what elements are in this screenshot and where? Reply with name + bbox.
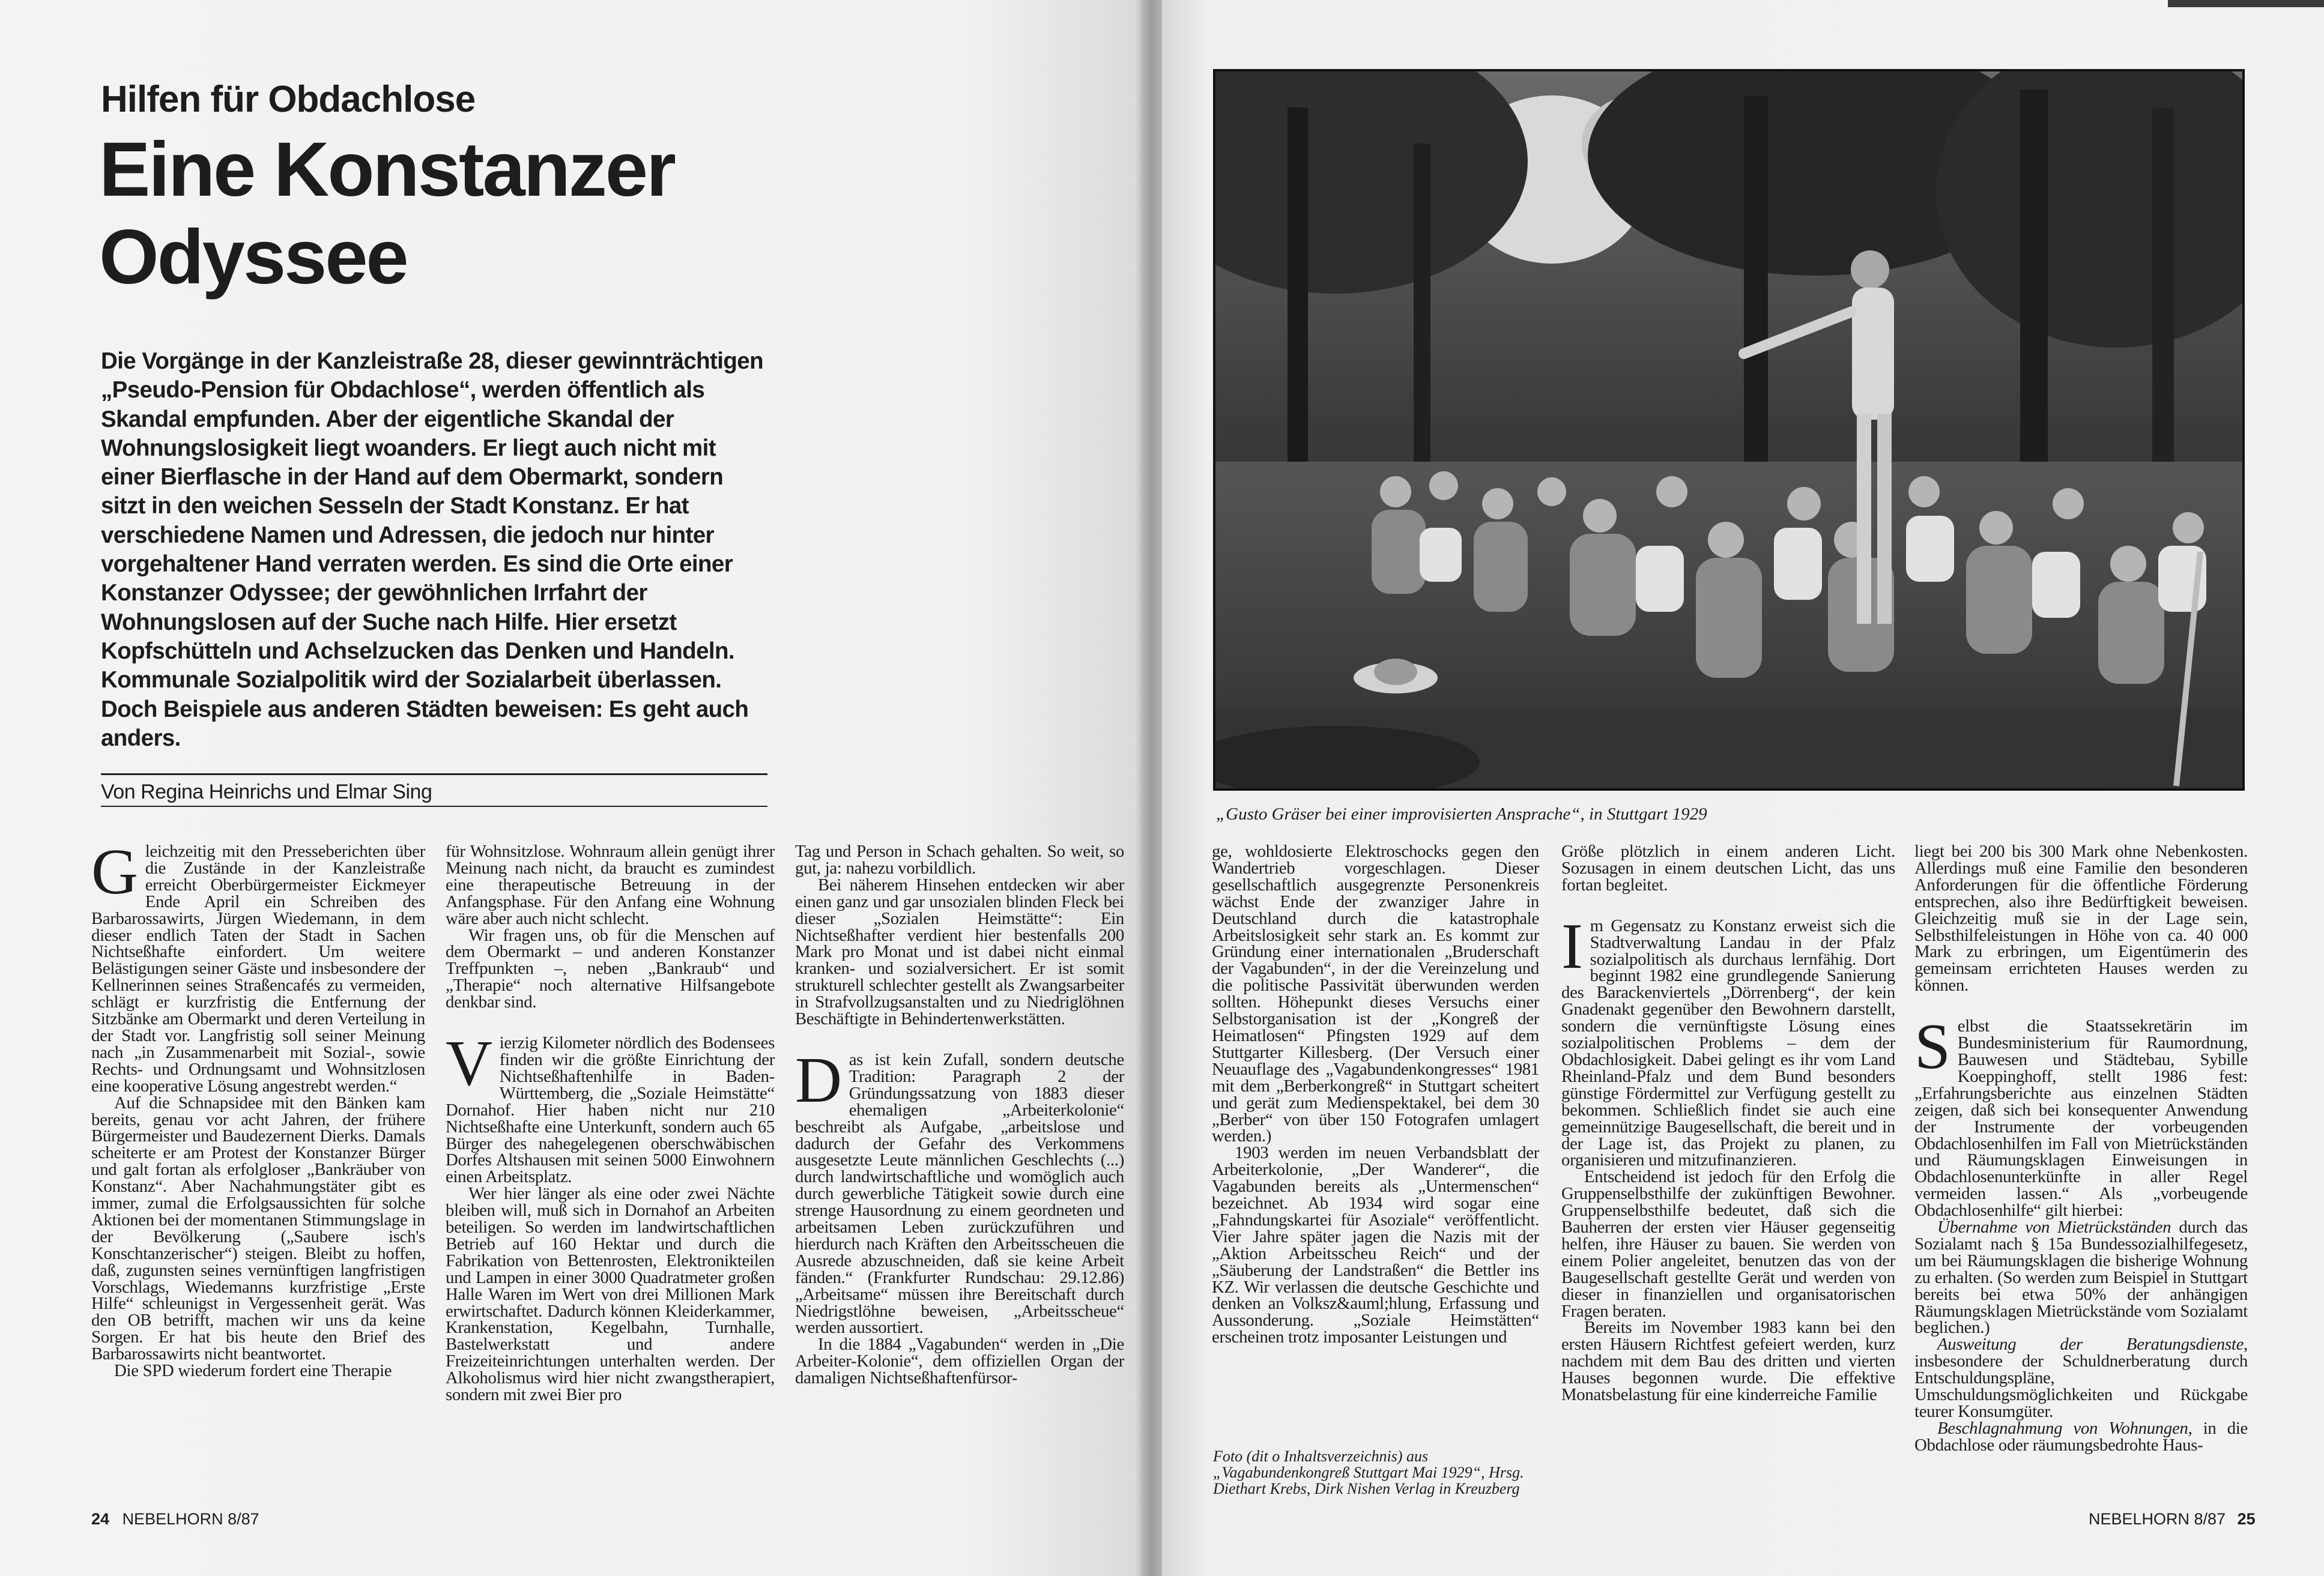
magazine-issue: NEBELHORN 8/87 [122,1510,259,1528]
paragraph: ge, wohldosierte Elektroschocks gegen den Wandertrieb vorgeschlagen. Dieser gesellschaftlich ausgegrenzte Personenkreis wächst Ende der zwanziger Jahre in Deutschland durch die katastrophale Arbeitslosigkeit sehr stark an. Es kommt zur Gründung einer internationalen „Bruderschaft der Vagabunden“, in der die Vereinzelung und die politische Passivität überwunden werden sollten. Höhepunkt dieses Versuchs einer Selbstorganisation ist der „Kongreß der Heimatlosen“ Pfingsten 1929 auf dem Stuttgarter Killesberg. (Der Versuch einer Neuauflage des „Vagabundenkongresses“ 1981 mit dem „Berberkongreß“ in Stuttgart scheitert und gerät zum Medienspektakel, bei dem 30 „Berber“ von über 150 Fotografen umlagert werden.) [1212,842,1539,1146]
paragraph: Übernahme von Mietrückständen durch das Sozialamt nach § 15a Bundessozialhilfegesetz, um bei Räumungsklagen die bisherige Wohnung zu erhalten. (So werden zum Beispiel in Stuttgart bereits bei etwa 50% der anhängigen Räumungsklagen Mietrückstände vom Sozialamt beglichen.) [1914,1218,2248,1338]
photo-caption: „Gusto Gräser bei einer improvisierten Ansprache“, in Stuttgart 1929 [1216,805,1707,824]
lead-paragraph: Die Vorgänge in der Kanzleistraße 28, dieser gewinnträchtigen „Pseudo-Pension für Obdachlose“, werden öffentlich als Skandal empfunden. Aber der eigentliche Skandal der Wohnungslosigkeit liegt woanders. Er liegt auch nicht mit einer Bierflasche in der Hand auf dem Obermarkt, sondern sitzt in den weichen Sesseln der Stadt Konstanz. Er hat verschiedene Namen und Adressen, die jedoch nur hinter vorgehaltener Hand verraten werden. Es sind die Orte einer Konstanzer Odyssee; der gewöhnlichen Irrfahrt der Wohnungslosen auf der Suche nach Hilfe. Hier ersetzt Kopfschütteln und Achselzucken das Denken und Handeln. Kommunale Sozialpolitik wird der Sozialarbeit überlassen. Doch Beispiele aus anderen Städten beweisen: Es geht auch anders. [101,348,764,751]
paragraph: Auf die Schnapsidee mit den Bänken kam bereits, genau vor acht Jahren, der frühere Bürgermeister und Baudezernent Dierks. Damals scheiterte er am Protest der Konstanzer Bürger und galt fortan als erfolgloser „Bankräuber von Konstanz“. Aber Nachahmungstäter gibt es immer, zumal die Erfolgsaussichten für solche Aktionen bei der momentanen Stimmungslage in der Bevölkerung („Saubere isch's Konschtanzerischer“) steigen. Bleibt zu hoffen, daß, zugunsten seines vernünftigen langfristigen Vorschlags, Wiedemanns kurzfristige „Erste Hilfe“ schleunigst in Vergessenheit gerät. Was den OB betrifft, machen wir uns da keine Sorgen. Er hat bis heute den Brief des Barbarossawirts nicht beantwortet. [91,1093,425,1364]
paragraph: für Wohnsitzlose. Wohnraum allein genügt ihrer Meinung nach nicht, da braucht es zumindest eine therapeutische Betreuung in der Anfangsphase. Für den Anfang eine Wohnung wäre aber auch nicht schlecht. [446,842,775,928]
right-column-3 [1914,844,2248,1454]
left-page [0,0,1141,1576]
paragraph: Wer hier länger als eine oder zwei Nächte bleiben will, muß sich in Dornahof an Arbeiten beteiligen. So werden im landwirtschaftlichen Betrieb auf 160 Hektar und durch die Fabrikation von Bettenrosten, Elektronikteilen und Lampen in einer 3000 Quadratmeter großen Halle Waren im Wert von drei Millionen Mark erwirtschaftet. Dadurch können Kleiderkammer, Krankenstation, Kegelbahn, Turnhalle, Bastelwerkstatt und andere Freizeiteinrichtungen unterhalten werden. Der Alkoholismus wird hier nicht zwangstherapiert, sondern mit zwei Bier pro [446,1184,775,1405]
left-column-1 [91,836,425,1381]
paragraph: Die SPD wiederum fordert eine Therapie [114,1361,392,1381]
byline: Von Regina Heinrichs und Elmar Sing [101,780,432,803]
paragraph: Selbst die Staatssekretärin im Bundesministerium für Raumordnung, Bauwesen und Städtebau, Sybille Koeppinghoff, stellt 1986 fest: „Erfahrungsberichte aus einzelnen Städten zeigen, daß sich bei konsequenter Anwendung der Instrumente der vorbeugenden Obdachlosenhilfen im Fall von Mietrückständen und Räumungsklagen Einweisungen in Obdachlosenunterkünfte in aller Regel vermeiden lassen.“ Als „vorbeugende Obdachlosenhilfe“ gilt hierbei: [1914,1011,2248,1221]
drop-cap: S [1914,1011,1950,1083]
paragraph: Im Gegensatz zu Konstanz erweist sich die Stadtverwaltung Landau in der Pfalz sozialpolitisch als durchaus lernfähig. Dort beginnt 1982 eine grundlegende Sanierung des Barackenviertels „Dörrenberg“, der kein Gnadenakt gegenüber den Bewohnern darstellt, sondern die vernünftigste Lösung eines sozialpolitischen Problems – dem der Obdachlosigkeit. Dabei gelingt es ihr vom Land Rheinland-Pfalz und dem Bund besonders günstige Fördermittel zur Verfügung gestellt zu bekommen. Schließlich findet sie auch eine gemeinnützige Baugesellschaft, die bereit und in der Lage ist, das Projekt zu planen, zu organisieren und mitzufinanzieren. [1561,910,1895,1170]
page-number-left [91,1510,259,1529]
page-number: 25 [2237,1510,2256,1528]
byline-rule-bottom [101,806,767,807]
drop-cap: V [446,1028,492,1100]
paragraph: Bei näherem Hinsehen entdecken wir aber einen ganz und gar unsozialen blinden Fleck bei dieser „Sozialen Heimstätte“: Ein Nichtseßhafter verdient hier bestenfalls 200 Mark pro Monat und ist dabei nicht einmal kranken- und sozialversichert. Er ist somit strukturell schlechter gestellt als Zwangsarbeiter in Strafvollzugsanstalten und zu Niedriglöhnen Beschäftigte in Behindertenwerkstätten. [795,875,1124,1029]
page-edge [2168,0,2324,7]
paragraph: liegt bei 200 bis 300 Mark ohne Nebenkosten. Allerdings muß eine Familie den besonderen Anforderungen für die öffentliche Förderung entsprechen, also ihre Bedürftigkeit beweisen. Gleichzeitig muß sie in der Lage sein, Selbsthilfeleistungen in Höhe von ca. 40 000 Mark zu erbringen, um Eigentümerin des gemeinsam errichteten Hauses werden zu können. [1914,842,2248,995]
paragraph: Ausweitung der Beratungsdienste, insbesondere der Schuldnerberatung durch Entschuldungspläne, Umschuldungsmöglichkeiten und Rückgabe teurer Konsumgüter. [1914,1335,2248,1421]
byline-rule-top [101,773,767,775]
paragraph: Gleichzeitig mit den Presseberichten über die Zustände in der Kanzleistraße erreicht Oberbürgermeister Eickmeyer Ende April ein Schreiben des Barbarossawirts, Jürgen Wiedemann, in dem dieser endlich Taten der Stadt in Sachen Nichtseßhafte einfordert. Um weitere Belästigungen seiner Gäste und insbesondere der Kellnerinnen seines Straßencafés zu vermeiden, schlägt er kurzfristig die Entfernung der Sitzbänke am Obermarkt und deren Verteilung in der Stadt vor. Langfristig soll seiner Meinung nach „in Zusammenarbeit mit Sozial-, sowie Rechts- und Ordnungsamt und Wohnsitzlosen eine kooperative Lösung angestrebt werden.“ [91,836,425,1096]
paragraph: Vierzig Kilometer nördlich des Bodensees finden wir die größte Einrichtung der Nichtseßhaftenhilfe in Baden-Württemberg, die „Soziale Heimstätte“ Dornahof. Hier haben nicht nur 210 Nichtseßhafte eine Unterkunft, sondern auch 65 Bürger des nahegelegenen oberschwäbischen Dorfes Altshausen mit seinen 5000 Einwohnern einen Arbeitsplatz. [446,1028,775,1187]
page-number: 24 [91,1510,110,1528]
paragraph: Tag und Person in Schach gehalten. So weit, so gut, ja: nahezu vorbildlich. [795,842,1124,878]
paragraph: Beschlagnahmung von Wohnungen, in die Obdachlose oder räumungsbedrohte Haus- [1914,1418,2248,1455]
paragraph: Wir fragen uns, ob für die Menschen auf dem Obermarkt – und anderen Konstanzer Treffpunkten –, neben „Bankraub“ und „Therapie“ noch alternative Hilfsangebote denkbar sind. [446,925,775,1012]
left-column-2 [446,844,775,1404]
drop-cap: G [91,836,138,908]
right-column-2 [1561,844,1895,1404]
headline: Eine Konstanzer Odyssee [99,127,674,300]
photo-credit: Foto (dit o Inhaltsverzeichnis) aus „Vagabundenkongreß Stuttgart Mai 1929“, Hrsg. Diethart Krebs, Dirk Nishen Verlag in Kreuzberg [1213,1448,1524,1497]
paragraph: 1903 werden im neuen Verbandsblatt der Arbeiterkolonie, „Der Wanderer“, die Vagabunden bereits als „Untermenschen“ bezeichnet. Ab 1934 wird sogar eine „Fahndungskartei für Asoziale“ veröffentlicht. Vier Jahre später jagen die Nazis mit der „Aktion Arbeitsscheu Reich“ und der „Säuberung der Landstraßen“ die Bettler ins KZ. Wir verlassen die deutsche Geschichte und denken an Volksz&auml;hlung, Erfassung und Aussonderung. „Soziale Heimstätten“ erscheinen trotz imposanter Leistungen und [1212,1143,1539,1347]
drop-cap: I [1561,910,1583,982]
historical-photo [1213,69,2245,791]
right-column-1 [1212,844,1539,1346]
page-number-right [2089,1510,2256,1529]
photo-gathering-in-forest [1215,71,2242,788]
paragraph: Bereits im November 1983 kann bei den ersten Häusern Richtfest gefeiert werden, kurz nachdem mit dem Bau des dritten und vierten Hauses begonnen wurde. Die effektive Monatsbelastung für eine kinderreiche Familie [1561,1318,1895,1405]
paragraph: Entscheidend ist jedoch für den Erfolg die Gruppenselbsthilfe der zukünftigen Bewohner. Gruppenselbsthilfe bedeutet, daß sich die Bauherren der ersten vier Häuser gegenseitig helfen, ihre Häuser zu bauen. Sie werden von einem Polier angeleitet, benutzen das von der Baugesellschaft gestellte Gerät und werden von dieser in finanziellen und organisatorischen Fragen beraten. [1561,1167,1895,1321]
paragraph: Das ist kein Zufall, sondern deutsche Tradition: Paragraph 2 der Gründungssatzung von 1883 dieser ehemaligen „Arbeiterkolonie“ beschreibt als Aufgabe, „arbeitslose und dadurch der Gefahr des Verkommens ausgesetzte Leute männlichen Geschlechts (...) durch landwirtschaftliche und womöglich auch durch gewerbliche Tätigkeit sowie durch eine strenge Hausordnung zu einem geordneten und arbeitsamen Leben zurückzuführen und hierdurch nach Kräften den Arbeitsscheuen die Ausrede abzuschneiden, daß sie keine Arbeit fänden.“ (Frankfurter Rundschau: 29.12.86) „Arbeitsame“ müssen ihre Bereitschaft durch Niedrigstlöhne beweisen, „Arbeitsscheue“ werden aussortiert. [795,1044,1124,1338]
kicker: Hilfen für Obdachlose [101,79,476,120]
magazine-issue: NEBELHORN 8/87 [2089,1510,2226,1528]
drop-cap: D [795,1044,842,1116]
paragraph: Größe plötzlich in einem anderen Licht. Sozusagen in einem deutschen Licht, das uns fortan begleitet. [1561,842,1895,895]
left-column-3 [795,844,1124,1387]
paragraph: In die 1884 „Vagabunden“ werden in „Die Arbeiter-Kolonie“, dem offiziellen Organ der damaligen Nichtseßhaftenfürsor- [795,1335,1124,1388]
